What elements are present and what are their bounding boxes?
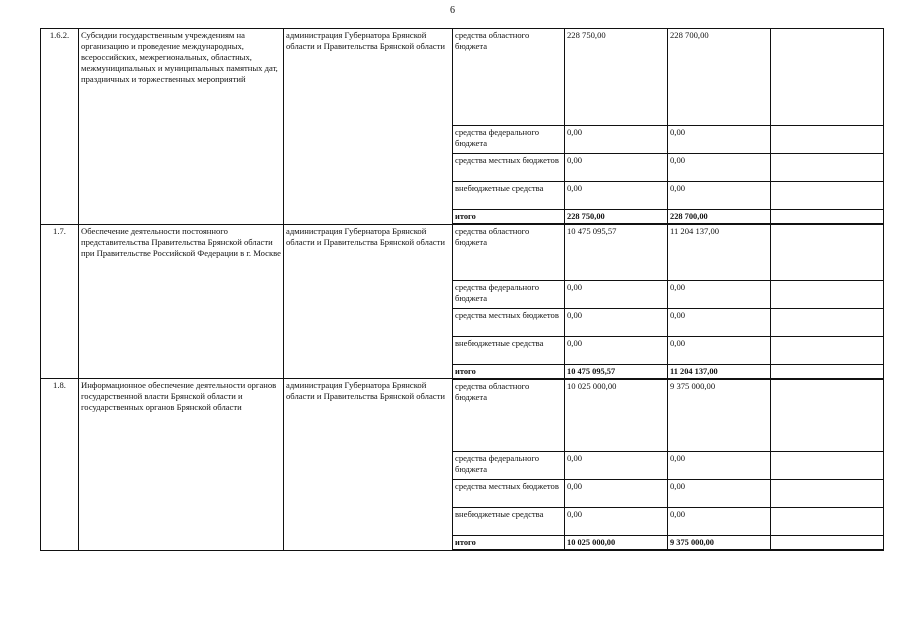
empty-cell (771, 308, 884, 336)
page-number: 6 (450, 5, 455, 16)
executor: администрация Губернатора Брянской области и Правительства Брянской области (284, 29, 453, 225)
table-row (41, 29, 884, 126)
row-number: 1.7. (41, 224, 79, 379)
value-col2: 0,00 (668, 480, 771, 508)
empty-cell (771, 280, 884, 308)
table-row (41, 224, 884, 280)
executor: администрация Губернатора Брянской области и Правительства Брянской области (284, 379, 453, 551)
total-col2: 9 375 000,00 (668, 536, 771, 551)
empty-cell (771, 224, 884, 280)
executor: администрация Губернатора Брянской области и Правительства Брянской области (284, 224, 453, 379)
value-col1: 0,00 (565, 126, 668, 154)
value-col2: 0,00 (668, 336, 771, 364)
empty-cell (771, 480, 884, 508)
source-label: средства областного бюджета (453, 29, 565, 126)
source-label: средства федерального бюджета (453, 452, 565, 480)
total-col1: 10 475 095,57 (565, 364, 668, 379)
value-col2: 11 204 137,00 (668, 224, 771, 280)
value-col1: 0,00 (565, 280, 668, 308)
measure-name: Обеспечение деятельности постоянного представительства Правительства Брянской области при Правительстве Российской Федерации в г. Москве (79, 224, 284, 379)
value-col2: 9 375 000,00 (668, 379, 771, 452)
total-col1: 228 750,00 (565, 210, 668, 225)
row-number: 1.6.2. (41, 29, 79, 225)
measure-name: Информационное обеспечение деятельности органов государственной власти Брянской области и государственных органов Брянской области (79, 379, 284, 551)
empty-cell (771, 182, 884, 210)
empty-cell (771, 379, 884, 452)
total-col2: 228 700,00 (668, 210, 771, 225)
value-col2: 0,00 (668, 452, 771, 480)
empty-cell (771, 452, 884, 480)
source-label: средства федерального бюджета (453, 126, 565, 154)
value-col2: 0,00 (668, 126, 771, 154)
value-col1: 0,00 (565, 336, 668, 364)
value-col1: 228 750,00 (565, 29, 668, 126)
source-label: средства местных бюджетов (453, 308, 565, 336)
value-col2: 0,00 (668, 154, 771, 182)
source-label: средства местных бюджетов (453, 154, 565, 182)
source-label: внебюджетные средства (453, 508, 565, 536)
table-row (41, 379, 884, 452)
value-col2: 0,00 (668, 308, 771, 336)
value-col1: 0,00 (565, 308, 668, 336)
source-label: средства федерального бюджета (453, 280, 565, 308)
value-col1: 0,00 (565, 182, 668, 210)
empty-cell (771, 126, 884, 154)
value-col2: 0,00 (668, 508, 771, 536)
value-col2: 0,00 (668, 182, 771, 210)
empty-cell (771, 29, 884, 126)
value-col1: 10 475 095,57 (565, 224, 668, 280)
value-col1: 0,00 (565, 508, 668, 536)
total-col2: 11 204 137,00 (668, 364, 771, 379)
empty-cell (771, 536, 884, 551)
total-label: итого (453, 210, 565, 225)
value-col2: 0,00 (668, 280, 771, 308)
value-col1: 0,00 (565, 480, 668, 508)
value-col1: 0,00 (565, 154, 668, 182)
value-col2: 228 700,00 (668, 29, 771, 126)
empty-cell (771, 508, 884, 536)
value-col1: 0,00 (565, 452, 668, 480)
total-label: итого (453, 364, 565, 379)
source-label: средства областного бюджета (453, 379, 565, 452)
total-col1: 10 025 000,00 (565, 536, 668, 551)
measure-name: Субсидии государственным учреждениям на организацию и проведение международных, всероссийских, межрегиональных, областных, межмуниципальных и муниципальных памятных дат, праздничных и торжественных мероприятий (79, 29, 284, 225)
empty-cell (771, 364, 884, 379)
empty-cell (771, 210, 884, 225)
row-number: 1.8. (41, 379, 79, 551)
budget-table (40, 28, 884, 551)
source-label: внебюджетные средства (453, 182, 565, 210)
value-col1: 10 025 000,00 (565, 379, 668, 452)
source-label: внебюджетные средства (453, 336, 565, 364)
total-label: итого (453, 536, 565, 551)
source-label: средства местных бюджетов (453, 480, 565, 508)
source-label: средства областного бюджета (453, 224, 565, 280)
empty-cell (771, 336, 884, 364)
empty-cell (771, 154, 884, 182)
